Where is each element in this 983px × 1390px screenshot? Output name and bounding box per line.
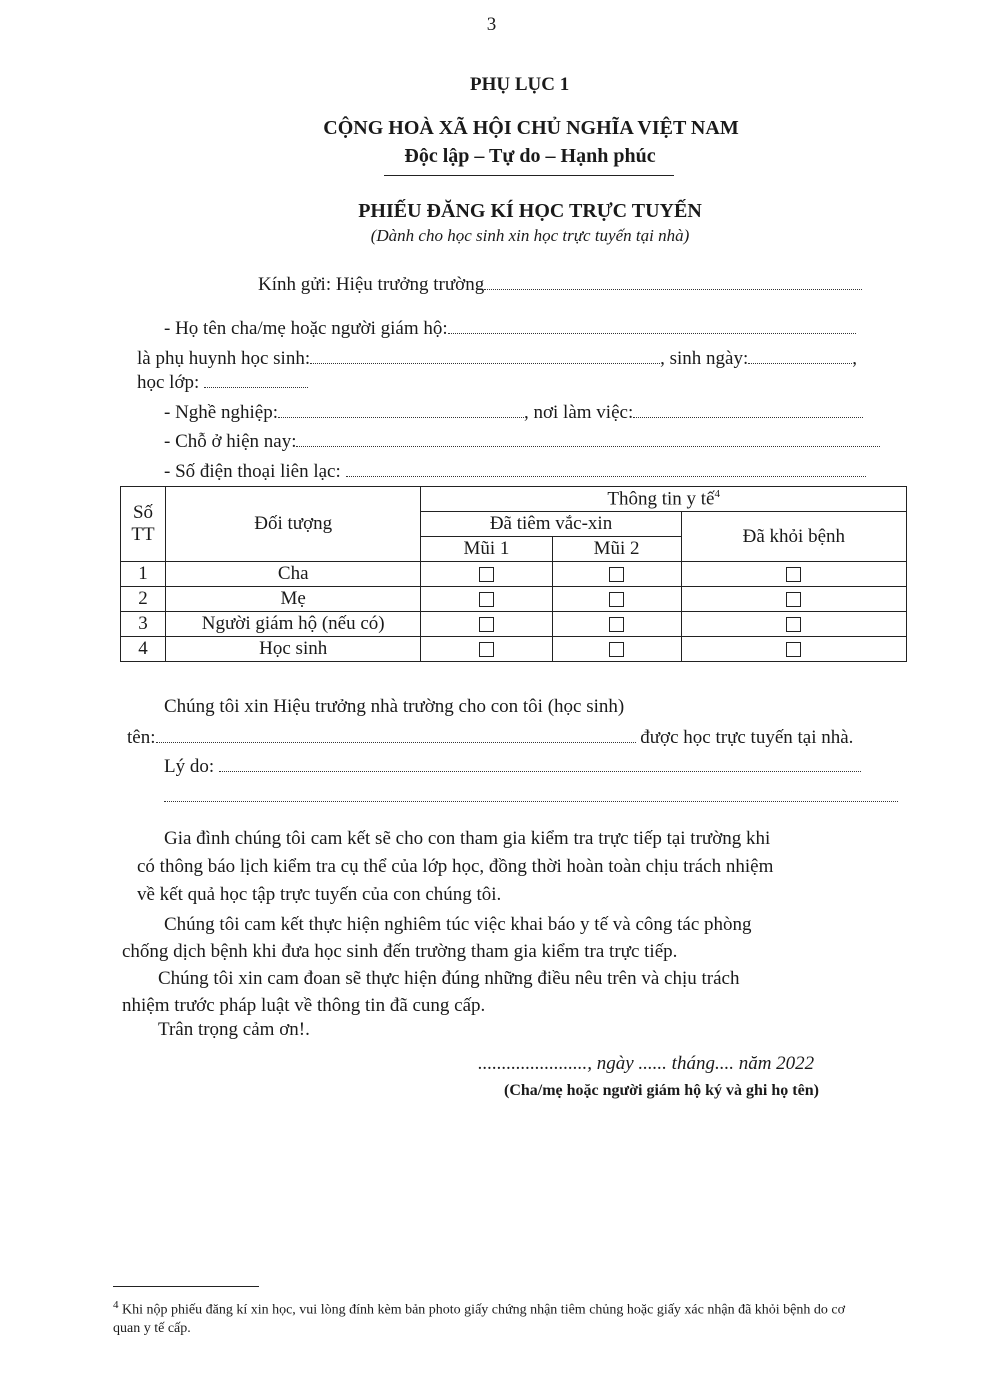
footnote [113,1296,873,1338]
residence-field[interactable] [296,432,880,447]
thanks-line: Trân trọng cảm ơn!. [158,1019,310,1040]
residence-label: - Chỗ ở hiện nay: [164,431,297,452]
appendix-title: PHỤ LỤC 1 [470,74,570,95]
signature-note: (Cha/mẹ hoặc người giám hộ ký và ghi họ tên) [504,1082,819,1099]
medical-info-table [120,486,907,662]
residence-line [164,431,880,453]
commitment-3: Chúng tôi xin cam đoan sẽ thực hiện đúng những điều nêu trên và chịu trách [158,968,740,989]
page-number: 3 [486,14,497,35]
occupation-line [164,402,863,424]
occupation-label: - Nghề nghiệp: [164,402,278,423]
dose1-checkbox[interactable] [479,642,494,657]
row-no: 4 [121,637,166,662]
parent-of-label: là phụ huynh học sinh: [137,348,311,369]
footnote-divider [113,1286,259,1287]
guardian-name-field[interactable] [448,319,856,334]
commitment-2: chống dịch bệnh khi đưa học sinh đến trường tham gia kiểm tra trực tiếp. [122,941,678,962]
reason-field-2[interactable] [164,787,898,802]
phone-label: - Số điện thoại liên lạc: [164,461,341,482]
row-subject: Học sinh [166,637,421,662]
footnote-ref: 4 [714,487,720,500]
date-line: ......................., ngày ...... tháng.... năm 2022 [478,1053,815,1074]
guardian-line [164,318,856,340]
commitment-2: Chúng tôi cam kết thực hiện nghiêm túc việc khai báo y tế và công tác phòng [164,914,752,935]
dob-field[interactable] [748,349,852,364]
header-no: Số TT [121,487,166,562]
dose2-checkbox[interactable] [609,642,624,657]
footnote-text: Khi nộp phiếu đăng kí xin học, vui lòng đính kèm bản photo giấy chứng nhận tiêm chủng hoặc giấy xác nhận đã khỏi bệnh do cơ quan y tế cấp. [113,1302,846,1336]
header-dose1: Mũi 1 [421,537,552,562]
reason-line [164,756,861,778]
student-name-field[interactable] [310,349,660,364]
recipient-line [258,274,862,296]
header-medical: Thông tin y tế$^4$ [421,487,907,512]
row-no: 3 [121,612,166,637]
header-subject: Đối tượng [166,487,421,562]
student-line: là phụ huynh học sinh: , sinh ngày: , [137,348,857,369]
dose2-checkbox[interactable] [609,592,624,607]
row-subject: Người giám hộ (nếu có) [166,612,421,637]
dob-label: , sinh ngày: [660,348,749,369]
commitment-1: có thông báo lịch kiểm tra cụ thể của lớp học, đồng thời hoàn toàn chịu trách nhiệm [137,856,774,877]
phone-field[interactable] [346,462,866,477]
child-name-line [127,727,853,749]
occupation-field[interactable] [278,403,524,418]
grade-field[interactable] [204,373,308,388]
form-title: PHIẾU ĐĂNG KÍ HỌC TRỰC TUYẾN [358,200,702,222]
request-line: Chúng tôi xin Hiệu trưởng nhà trường cho con tôi (học sinh) [164,696,625,717]
row-subject: Mẹ [166,587,421,612]
dose1-checkbox[interactable] [479,592,494,607]
dose1-checkbox[interactable] [479,567,494,582]
child-name-suffix: được học trực tuyến tại nhà. [640,727,854,748]
phone-line [164,461,866,483]
grade-line [137,372,308,394]
recovered-checkbox[interactable] [786,592,801,607]
reason-field[interactable] [219,757,861,772]
child-name-label: tên: [127,727,156,748]
table-row [121,637,907,662]
nation-name: CỘNG HOÀ XÃ HỘI CHỦ NGHĨA VIỆT NAM [323,117,739,139]
header-vaccinated: Đã tiêm vắc-xin [421,512,681,537]
reason-label: Lý do: [164,756,215,777]
child-name-field[interactable] [156,728,636,743]
table-row [121,562,907,587]
row-subject: Cha [166,562,421,587]
table-row [121,612,907,637]
header-dose2: Mũi 2 [552,537,681,562]
recovered-checkbox[interactable] [786,642,801,657]
dose2-checkbox[interactable] [609,567,624,582]
motto-underline [384,175,674,176]
dose2-checkbox[interactable] [609,617,624,632]
row-no: 2 [121,587,166,612]
header-recovered: Đã khỏi bệnh [681,512,906,562]
commitment-1: Gia đình chúng tôi cam kết sẽ cho con tham gia kiểm tra trực tiếp tại trường khi [164,828,771,849]
nation-motto: Độc lập – Tự do – Hạnh phúc [404,145,656,167]
form-subtitle: (Dành cho học sinh xin học trực tuyến tại nhà) [370,226,690,245]
guardian-name-label: - Họ tên cha/mẹ hoặc người giám hộ: [164,318,448,339]
dose1-checkbox[interactable] [479,617,494,632]
workplace-label: , nơi làm việc: [523,402,634,423]
commitment-3: nhiệm trước pháp luật về thông tin đã cung cấp. [122,995,486,1016]
row-no: 1 [121,562,166,587]
reason-line-2 [164,786,898,808]
recipient-label: Kính gửi: Hiệu trưởng trường [258,274,485,295]
footnote-mark: 4 [113,1299,119,1311]
workplace-field[interactable] [633,403,863,418]
commitment-1: về kết quả học tập trực tuyến của con chúng tôi. [137,884,502,905]
table-row [121,587,907,612]
school-name-field[interactable] [484,275,862,290]
recovered-checkbox[interactable] [786,567,801,582]
grade-label: học lớp: [137,372,200,393]
recovered-checkbox[interactable] [786,617,801,632]
